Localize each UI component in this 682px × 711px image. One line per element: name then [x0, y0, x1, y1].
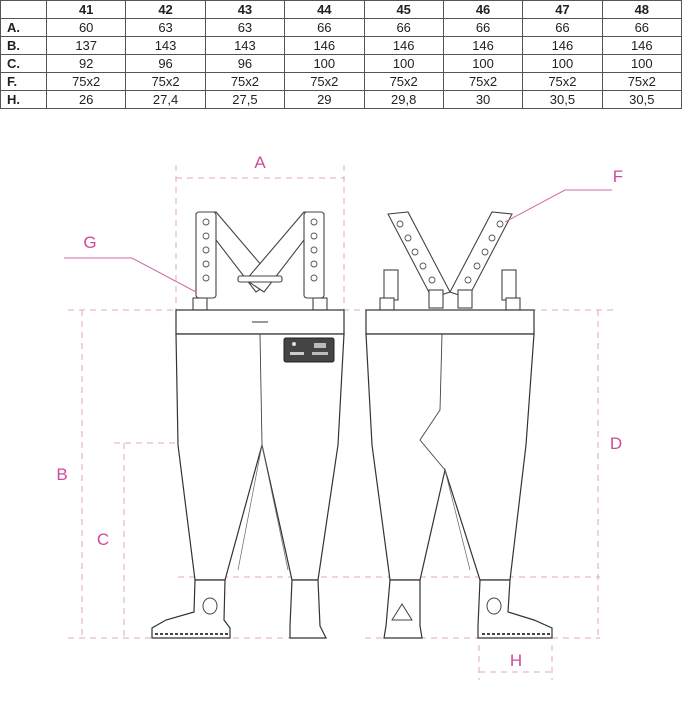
table-cell: 146 [443, 37, 522, 55]
table-cell: 66 [602, 19, 681, 37]
back-right-boot-ring [487, 598, 501, 614]
front-logo-patch [284, 338, 334, 362]
front-right-boot [290, 580, 326, 638]
table-cell: 66 [443, 19, 522, 37]
table-cell: 66 [285, 19, 364, 37]
back-chest-band [366, 310, 534, 334]
table-cell: 27,4 [126, 91, 205, 109]
back-body [366, 334, 534, 580]
row-label: H. [1, 91, 47, 109]
size-header: 44 [285, 1, 364, 19]
table-cell: 27,5 [205, 91, 284, 109]
size-header: 48 [602, 1, 681, 19]
table-cell: 66 [523, 19, 602, 37]
dimension-h-label: H [509, 651, 523, 670]
back-right-strap-end [502, 270, 516, 300]
table-cell: 143 [205, 37, 284, 55]
dimension-d-label: D [609, 434, 623, 453]
logo-circle-icon [292, 342, 296, 346]
dimension-c-label: C [96, 530, 110, 549]
row-label: A. [1, 19, 47, 37]
size-header: 46 [443, 1, 522, 19]
table-cell: 96 [205, 55, 284, 73]
front-right-buckle [313, 298, 327, 310]
back-left-strap-end [384, 270, 398, 300]
size-header: 42 [126, 1, 205, 19]
table-cell: 146 [285, 37, 364, 55]
table-cell: 100 [523, 55, 602, 73]
table-cell: 137 [47, 37, 126, 55]
table-cell: 29,8 [364, 91, 443, 109]
table-cell: 75x2 [47, 73, 126, 91]
table-cell: 75x2 [602, 73, 681, 91]
table-cell: 100 [364, 55, 443, 73]
table-cell: 146 [523, 37, 602, 55]
front-left-boot-ring [203, 598, 217, 614]
logo-tagline-bar [312, 352, 328, 355]
table-cell: 63 [126, 19, 205, 37]
table-cell: 63 [205, 19, 284, 37]
dimension-g-label: G [83, 233, 97, 252]
front-strap-cross-buckle [238, 276, 282, 282]
table-cell: 100 [285, 55, 364, 73]
table-cell: 100 [602, 55, 681, 73]
table-cell: 30 [443, 91, 522, 109]
row-label: F. [1, 73, 47, 91]
table-cell: 146 [602, 37, 681, 55]
front-left-boot [152, 580, 230, 638]
table-cell: 143 [126, 37, 205, 55]
back-right-buckle [506, 298, 520, 310]
table-cell: 75x2 [523, 73, 602, 91]
row-label: B. [1, 37, 47, 55]
size-header: 47 [523, 1, 602, 19]
back-center-strap-left [429, 290, 443, 308]
table-cell: 30,5 [523, 91, 602, 109]
callout-f-line [505, 190, 612, 222]
dimension-f-label: F [612, 167, 624, 186]
dimension-b-label: B [56, 465, 68, 484]
dimension-a-label: A [254, 153, 266, 172]
dimension-guides [68, 165, 615, 680]
table-cell: 60 [47, 19, 126, 37]
logo-text-bar [290, 352, 304, 355]
size-header: 41 [47, 1, 126, 19]
back-left-buckle [380, 298, 394, 310]
table-cell: 75x2 [364, 73, 443, 91]
table-cell: 66 [364, 19, 443, 37]
table-cell: 100 [443, 55, 522, 73]
table-cell: 30,5 [602, 91, 681, 109]
table-cell: 75x2 [443, 73, 522, 91]
table-cell: 29 [285, 91, 364, 109]
table-cell: 75x2 [205, 73, 284, 91]
table-cell: 96 [126, 55, 205, 73]
table-cell: 75x2 [285, 73, 364, 91]
logo-mark [314, 343, 326, 348]
table-cell: 146 [364, 37, 443, 55]
row-label: C. [1, 55, 47, 73]
size-header: 45 [364, 1, 443, 19]
wader-back-view [366, 212, 552, 638]
back-center-strap-right [458, 290, 472, 308]
front-left-buckle [193, 298, 207, 310]
wader-front-view [152, 212, 344, 638]
size-header: 43 [205, 1, 284, 19]
table-cell: 75x2 [126, 73, 205, 91]
table-cell: 92 [47, 55, 126, 73]
table-cell: 26 [47, 91, 126, 109]
